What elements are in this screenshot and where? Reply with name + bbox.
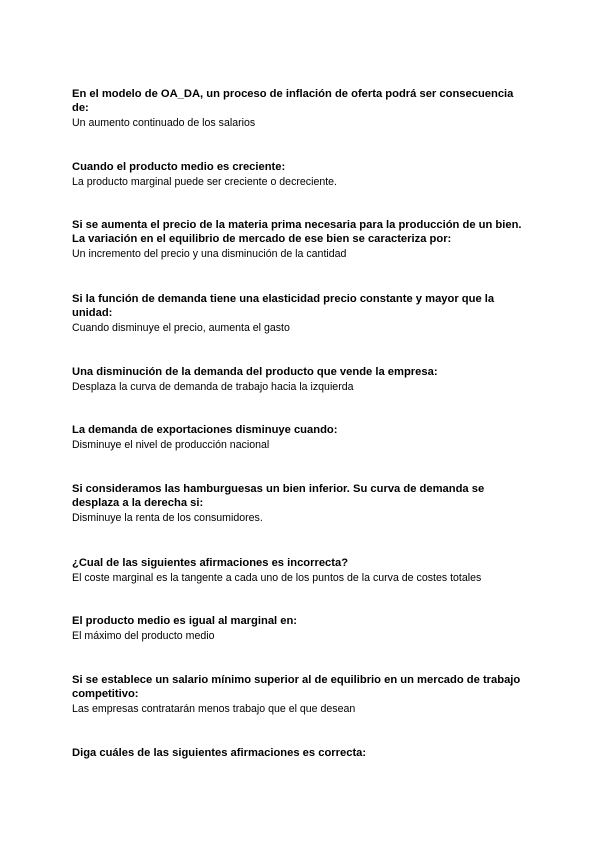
answer-text: El máximo del producto medio: [72, 630, 215, 642]
qa-item-5: [72, 365, 532, 394]
question-text: Una disminución de la demanda del producto que vende la empresa:: [72, 366, 438, 378]
qa-item-9: [72, 614, 532, 643]
question-text: Si se establece un salario mínimo superior al de equilibrio en un mercado de trabajo competitivo:: [72, 674, 521, 700]
question-text: La demanda de exportaciones disminuye cuando:: [72, 424, 338, 436]
question-text: Si se aumenta el precio de la materia prima necesaria para la producción de un bien. La variación en el equilibrio de mercado de ese bien se caracteriza por:: [72, 219, 522, 245]
answer-text: El coste marginal es la tangente a cada uno de los puntos de la curva de costes totales: [72, 572, 482, 584]
qa-item-4: [72, 292, 532, 335]
question-text: Cuando el producto medio es creciente:: [72, 161, 286, 173]
answer-text: Un incremento del precio y una disminución de la cantidad: [72, 248, 347, 260]
answer-text: Cuando disminuye el precio, aumenta el gasto: [72, 322, 290, 334]
qa-item-2: [72, 160, 532, 189]
question-text: Si consideramos las hamburguesas un bien inferior. Su curva de demanda se desplaza a la derecha si:: [72, 483, 485, 509]
qa-item-6: [72, 423, 532, 452]
qa-item-11: [72, 746, 532, 760]
answer-text: Disminuye el nivel de producción nacional: [72, 439, 270, 451]
answer-text: Desplaza la curva de demanda de trabajo hacia la izquierda: [72, 381, 354, 393]
question-text: En el modelo de OA_DA, un proceso de inflación de oferta podrá ser consecuencia de:: [72, 88, 514, 114]
question-text: Diga cuáles de las siguientes afirmaciones es correcta:: [72, 747, 367, 759]
qa-item-3: [72, 218, 532, 261]
question-text: El producto medio es igual al marginal en:: [72, 615, 298, 627]
qa-item-7: [72, 482, 532, 525]
answer-text: Disminuye la renta de los consumidores.: [72, 512, 263, 524]
question-text: Si la función de demanda tiene una elasticidad precio constante y mayor que la unidad:: [72, 293, 495, 319]
qa-item-10: [72, 673, 532, 716]
question-text: ¿Cual de las siguientes afirmaciones es incorrecta?: [72, 557, 349, 569]
qa-item-1: [72, 87, 532, 130]
qa-item-8: [72, 556, 532, 585]
answer-text: Un aumento continuado de los salarios: [72, 117, 256, 129]
answer-text: Las empresas contratarán menos trabajo que el que desean: [72, 703, 356, 715]
answer-text: La producto marginal puede ser creciente o decreciente.: [72, 176, 338, 188]
